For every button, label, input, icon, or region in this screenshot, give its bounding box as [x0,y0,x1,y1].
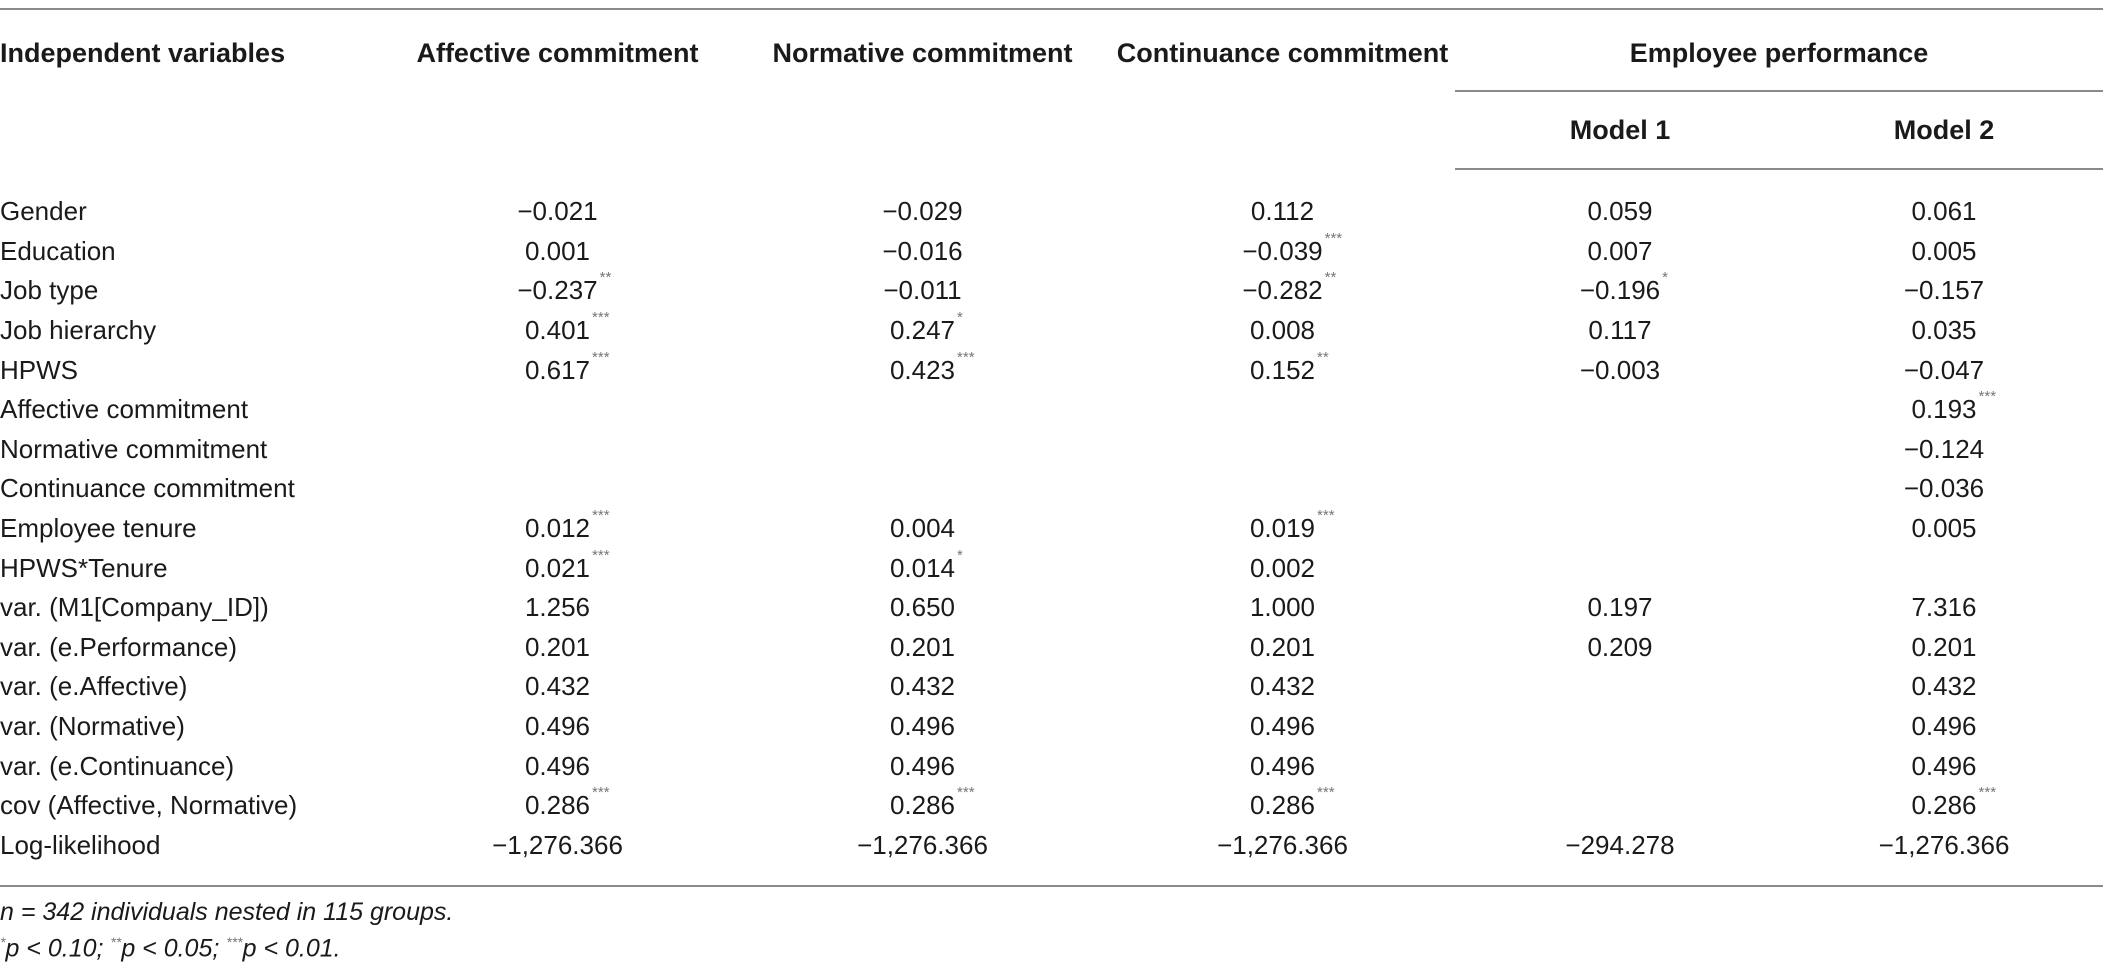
row-label: Log-likelihood [0,826,380,887]
table-cell [380,311,735,351]
coefficient-value: −0.196 [1579,275,1661,306]
table-cell [1455,667,1785,707]
coefficient-value: 0.005 [1911,235,1977,266]
coefficient-value: 0.201 [1249,631,1316,662]
table-row [0,826,2103,887]
coefficient-value: 0.201 [889,631,956,662]
cell-value [882,196,962,227]
cell-value [890,711,955,742]
table-row [0,509,2103,549]
coefficient-value: 0.286 [524,790,591,821]
significance-marker: ** [599,269,612,287]
table-cell [380,786,735,826]
table-cell [1455,430,1785,470]
coefficient-value: −0.237 [517,275,598,306]
cell-value [1249,348,1329,386]
coefficient-value: 0.496 [1911,750,1977,781]
cell-value [1911,315,1976,346]
table-cell [1455,826,1785,887]
table-cell [1455,169,1785,232]
cell-value [524,546,610,584]
cell-value [1879,830,2010,861]
coefficient-value: −0.282 [1242,275,1323,306]
coefficient-value: −0.039 [1242,235,1323,266]
table-cell [1785,271,2103,311]
cell-value [889,546,963,584]
table-row [0,311,2103,351]
significance-marker: *** [1317,784,1335,802]
significance-marker: * [1662,269,1668,287]
table-cell [1455,350,1785,390]
table-row [0,628,2103,668]
cell-value [1911,388,1997,425]
table-cell [380,588,735,628]
coefficient-value: 0.117 [1588,315,1652,346]
coefficient-value: −1,276.366 [1217,829,1348,860]
table-cell [380,509,735,549]
cell-value [1904,355,1984,386]
cell-value [1579,269,1668,306]
coefficient-value: 0.008 [1249,315,1316,346]
note-significance-text: p < 0.10; [5,934,111,963]
table-cell [1455,509,1785,549]
table-cell [1785,707,2103,747]
table-cell [1110,826,1455,887]
significance-marker: *** [592,348,610,366]
table-cell [380,271,735,311]
table-cell [1110,350,1455,390]
cell-value [883,275,961,306]
table-body [0,169,2103,886]
table-cell [1785,169,2103,232]
table-cell [735,271,1110,311]
row-label: var. (e.Performance) [0,631,237,662]
table-cell [735,350,1110,390]
coefficient-value: 0.496 [889,711,956,742]
table-cell [1110,430,1455,470]
significance-marker: *** [1317,507,1335,525]
table-cell [735,232,1110,272]
cell-value [1251,196,1314,227]
table-cell [380,430,735,470]
header-row [0,9,2103,91]
table-cell [1785,350,2103,390]
table-cell [380,169,735,232]
header-employee-performance: Employee performance [1455,9,2103,91]
coefficient-value: 0.019 [1249,513,1316,544]
cell-value [1588,315,1651,346]
coefficient-value: −0.036 [1903,473,1985,504]
significance-marker: *** [1978,784,1997,802]
coefficient-value: 0.247 [889,315,956,346]
cell-value [882,236,962,267]
row-label: var. (e.Affective) [0,671,188,702]
row-label: Job type [0,275,99,306]
cell-value [1911,236,1976,267]
cell-value [857,830,988,861]
table-cell [1455,311,1785,351]
coefficient-value: 0.197 [1587,592,1653,623]
cell-value [524,784,610,821]
coefficient-value: 0.432 [524,671,591,702]
significance-marker: *** [957,784,975,802]
cell-value [525,592,590,623]
table-cell [1110,229,1455,272]
header-normative-commitment: Normative commitment [735,9,1110,169]
table-cell [1785,390,2103,430]
cell-value [492,830,623,861]
table-cell [735,390,1110,430]
cell-value [1911,671,1976,702]
cell-value [1250,632,1315,663]
row-label: Education [0,235,116,266]
cell-value [889,309,963,346]
row-label: Employee tenure [0,513,197,544]
table-cell [380,826,735,887]
coefficient-value: 0.061 [1911,196,1977,227]
table-cell [1110,509,1455,549]
table-cell [1455,390,1785,430]
cell-value [1242,269,1337,306]
table-cell [1110,548,1455,588]
cell-value [525,632,590,663]
cell-value [1911,751,1976,782]
coefficient-value: 0.401 [524,315,591,346]
cell-value [889,784,975,821]
cell-value [890,592,955,623]
coefficient-value: −0.157 [1903,275,1985,306]
header-continuance-commitment: Continuance commitment [1110,9,1455,169]
coefficient-value: 0.286 [889,790,956,821]
table-cell [735,667,1110,707]
row-label: Affective commitment [0,394,249,425]
coefficient-value: 0.002 [1249,552,1316,583]
row-label: HPWS*Tenure [0,552,168,583]
significance-marker: * [957,309,963,327]
table-cell [1110,271,1455,311]
header-model-2: Model 2 [1785,91,2103,169]
significance-marker: ** [1324,269,1337,287]
cell-value [1904,434,1984,465]
table-cell [1785,311,2103,351]
cell-value [1565,830,1674,861]
table-cell [735,169,1110,232]
cell-value [1250,671,1315,702]
table-cell [735,469,1110,509]
table-cell [1785,509,2103,549]
note-sample-text: n = 342 individuals nested in 115 groups. [0,898,454,926]
table-cell [735,628,1110,668]
cell-value [1911,711,1976,742]
table-cell [1110,588,1455,628]
cell-value [1249,507,1335,544]
cell-value [517,196,597,227]
cell-value [890,751,955,782]
row-label: Normative commitment [0,433,268,464]
coefficient-value: 0.059 [1587,196,1653,227]
coefficient-value: −1,276.366 [492,829,623,860]
coefficient-value: 0.432 [1249,671,1316,702]
coefficient-value: −0.016 [882,235,963,266]
table-cell [380,667,735,707]
cell-value [524,507,610,544]
coefficient-value: 0.496 [524,711,591,742]
coefficient-value: 0.012 [524,513,591,544]
coefficient-value: 0.112 [1250,195,1315,226]
significance-marker: *** [592,784,610,802]
table-cell [1785,430,2103,470]
note-significance-marker: *** [226,934,243,950]
table-cell [380,548,735,588]
cell-value [1904,473,1984,504]
table-row [0,469,2103,509]
cell-value [1217,830,1348,861]
row-label: Job hierarchy [0,315,157,346]
cell-value [1911,196,1976,227]
table-cell [1110,707,1455,747]
coefficient-value: 0.496 [889,750,956,781]
table-cell [380,469,735,509]
table-cell [735,746,1110,786]
coefficient-value: 0.014 [889,552,956,583]
cell-value [1250,592,1315,623]
table-cell [1110,628,1455,668]
table-row [0,271,2103,311]
cell-value [1911,513,1976,544]
coefficient-value: 0.193 [1911,394,1977,425]
significance-marker: * [957,546,963,564]
table-cell [1785,628,2103,668]
coefficient-value: −0.124 [1903,433,1985,464]
coefficient-value: −0.021 [517,195,598,226]
table-cell [1455,588,1785,628]
coefficient-value: 1.000 [1249,592,1316,623]
table-row [0,786,2103,826]
table-row [0,232,2103,272]
table-row [0,390,2103,430]
cell-value [1250,315,1315,346]
row-label: HPWS [0,354,78,385]
coefficient-value: 0.496 [1911,711,1977,742]
coefficient-value: 0.209 [1587,631,1653,662]
table-cell [735,430,1110,470]
table-note-sample [0,898,453,927]
cell-value [889,348,975,386]
table-row [0,588,2103,628]
coefficient-value: 0.152 [1249,354,1316,385]
table-cell [1110,169,1455,232]
coefficient-value: 0.201 [1911,631,1977,662]
cell-value [524,309,610,346]
header-affective-commitment: Affective commitment [380,9,735,169]
cell-value [890,632,955,663]
cell-value [1580,355,1660,386]
coefficient-value: 0.432 [889,671,956,702]
cell-value [1587,592,1652,623]
note-significance-marker: * [0,934,6,950]
coefficient-value: 0.201 [524,631,591,662]
table-cell [1785,746,2103,786]
table-cell [1110,390,1455,430]
table-cell [735,588,1110,628]
table-cell [1110,667,1455,707]
cell-value [525,671,590,702]
coefficient-value: −0.029 [882,195,963,226]
coefficient-value: 0.004 [889,513,956,544]
table-cell [1455,707,1785,747]
cell-value [1249,784,1335,821]
table-cell [1455,786,1785,826]
table-cell [1455,271,1785,311]
cell-value [525,711,590,742]
table-cell [1110,786,1455,826]
row-label: Gender [0,195,87,226]
table-cell [1455,232,1785,272]
table-cell [380,232,735,272]
table-cell [735,786,1110,826]
table-cell [1785,548,2103,588]
table-row [0,169,2103,232]
row-label: cov (Affective, Normative) [0,790,298,821]
coefficient-value: 0.007 [1587,235,1653,266]
cell-value [1587,196,1652,227]
table-cell [380,746,735,786]
significance-marker: *** [1324,229,1343,247]
coefficient-value: 0.005 [1911,513,1977,544]
cell-value [525,236,590,267]
coefficient-value: 0.286 [1249,790,1316,821]
table-row [0,667,2103,707]
significance-marker: *** [592,507,610,525]
table-note-significance [0,934,341,963]
table-cell [1785,667,2103,707]
cell-value [1587,632,1652,663]
table-cell [1110,469,1455,509]
row-label: Continuance commitment [0,473,295,504]
table-cell [735,509,1110,549]
note-significance-text: p < 0.05; [121,934,227,963]
coefficient-value: 1.256 [524,592,591,623]
table-cell [735,707,1110,747]
coefficient-value: −294.278 [1565,829,1675,860]
coefficient-value: 0.432 [1911,671,1977,702]
significance-marker: *** [592,546,610,564]
table-cell [380,390,735,430]
cell-value [1904,275,1984,306]
significance-marker: *** [1978,388,1997,406]
table-cell [1110,746,1455,786]
coefficient-value: 0.496 [1249,711,1316,742]
table-cell [1455,746,1785,786]
cell-value [524,348,610,386]
cell-value [525,751,590,782]
table-row [0,548,2103,588]
cell-value [890,513,955,544]
coefficient-value: 0.001 [524,235,591,266]
table-row [0,707,2103,747]
table-cell [1785,826,2103,887]
table-cell [1455,628,1785,668]
note-significance-text: p < 0.01. [242,934,341,963]
coefficient-value: 0.423 [889,354,956,385]
coefficient-value: 0.496 [524,750,591,781]
coefficient-value: −0.011 [883,275,962,306]
row-label: var. (Normative) [0,711,185,742]
table-cell [735,548,1110,588]
row-label: var. (M1[Company_ID]) [0,592,269,623]
significance-marker: *** [592,309,610,327]
coefficient-value: −0.003 [1579,354,1661,385]
cell-value [890,671,955,702]
coefficient-value: 0.021 [524,552,591,583]
significance-marker: ** [1317,348,1329,366]
header-model-1: Model 1 [1455,91,1785,169]
cell-value [517,269,612,306]
regression-table [0,8,2103,887]
coefficient-value: 0.035 [1911,315,1977,346]
cell-value [1250,553,1315,584]
coefficient-value: −1,276.366 [857,829,988,860]
table-cell [1110,311,1455,351]
header-independent-variables: Independent variables [0,9,380,169]
cell-value [1587,236,1652,267]
coefficient-value: 7.316 [1911,592,1977,623]
table-cell [380,707,735,747]
cell-value [1911,632,1976,663]
coefficient-value: −1,276.366 [1878,829,2010,860]
cell-value [1250,711,1315,742]
table-cell [1785,232,2103,272]
table-row [0,430,2103,470]
cell-value [1911,784,1997,821]
note-significance-marker: ** [110,934,122,950]
cell-value [1911,592,1976,623]
table-row [0,746,2103,786]
table-cell [1455,548,1785,588]
coefficient-value: 0.617 [524,354,591,385]
table-cell [1455,469,1785,509]
row-label: var. (e.Continuance) [0,750,235,781]
cell-value [1250,751,1315,782]
table-cell [380,350,735,390]
table-cell [1785,588,2103,628]
table-cell [735,311,1110,351]
table-cell [380,628,735,668]
cell-value [1242,229,1343,267]
table-cell [1785,469,2103,509]
coefficient-value: −0.047 [1903,354,1985,385]
table-cell [735,826,1110,887]
coefficient-value: 0.650 [889,592,956,623]
table-cell [1785,786,2103,826]
table-row [0,350,2103,390]
coefficient-value: 0.496 [1249,750,1316,781]
significance-marker: *** [957,348,975,366]
coefficient-value: 0.286 [1911,790,1977,821]
